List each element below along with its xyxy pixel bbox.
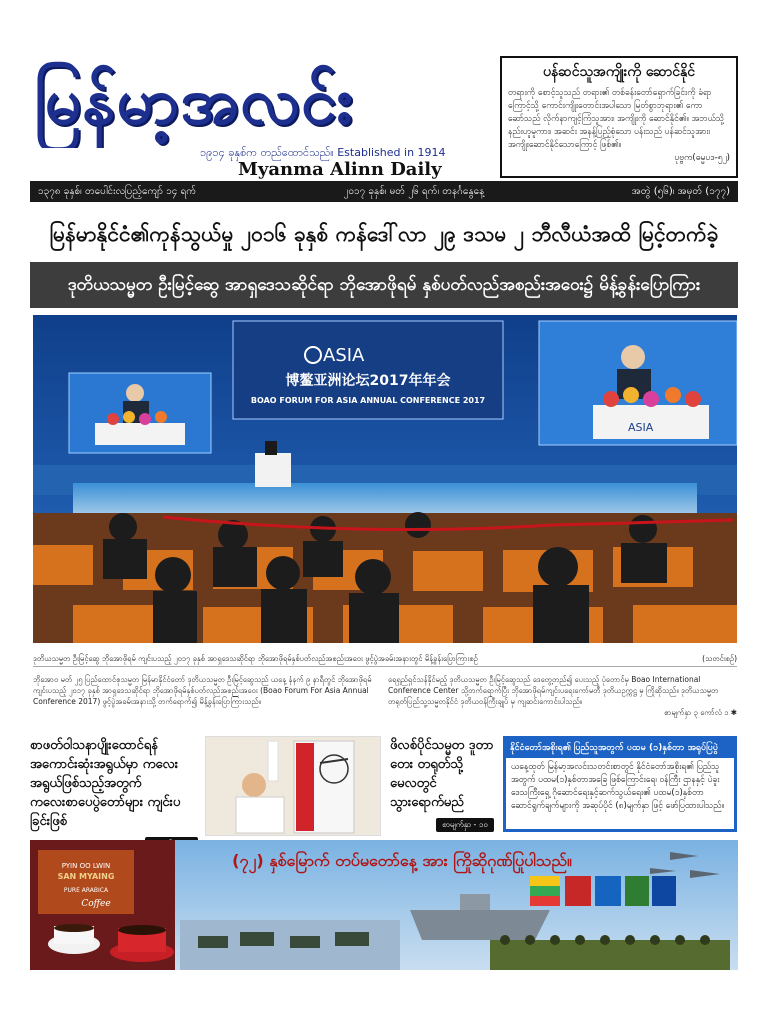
caption-text: ဒုတိယသမ္မတ ဦးမြင့်ဆွေ ဘိုအောဖိုရမ် ကျင်းပသည့် ၂၀၁၇ ခုနှစ် အာရှဒေသဆိုင်ရာ ဘိုအောဖိုရမ်နှစ်ပတ်လည်အစည်းအဝေး ဖွင့်ပွဲအခမ်းအနားတွင် မိန့်ခွန်းပြောကြားစဉ် — [33, 654, 478, 663]
motto-title: ပန်ဆင်သူအကျိုးကို ဆောင်နိုင် — [542, 64, 696, 80]
coffee-sub: PURE ARABICA — [63, 887, 109, 894]
coffee-word: Coffee — [81, 899, 111, 909]
motto-reference: ပုဗ္ဗက(ဓမ္မပဒ-၅၂) — [674, 153, 730, 163]
coffee-brand-line1: PYIN OO LWIN — [61, 862, 111, 870]
story-continued[interactable]: စာမျက်နှာ ၃ ကော်လံ ၁ ✱ — [664, 708, 737, 717]
dateline-gregorian-date: ၂၀၁၇ ခုနှစ်၊ မတ် ၂၆ ရက်၊ တနင်္ဂနွေနေ့ — [343, 186, 485, 197]
english-masthead: Myanma Alinn Daily — [238, 159, 442, 180]
screen-chinese-title: 博鳌亚洲论坛2017年年会 — [285, 373, 451, 389]
established-line: ၁၉၁၄ ခုနှစ်က တည်ထောင်သည်။ Established in 1914 — [200, 146, 446, 159]
teaser-title: စာဖတ်ဝါသနာပျိုးထောင်ရန် အကောင်းဆုံးအရွယ်မှာ ကလေးအရွယ်ဖြစ်သည့်အတွက် ကလေးစာပေပွဲတော်များ ကျင်းပခြင်းဖြစ် — [30, 738, 181, 829]
side-screen-brand: ASIA — [628, 421, 654, 434]
teaser-photo-child[interactable] — [205, 736, 381, 836]
lead-story-column-2 — [388, 674, 737, 730]
screen-brand: ASIA — [323, 345, 365, 366]
notice-text: ယနေ့ထုတ် မြန်မာ့အလင်းသတင်းစာတွင် နိုင်ငံတော်အစိုးရ၏ ပြည်သူအတွက် ပထမ(၁)နှစ်တာအခြေ ဖြစ်ကြောင်းရေ၊ ဝန်ကြီး ဌာနနှင့် ပဲခူးဒေသကြီးရှေ့ ဂိုဆောင်ရေးနှင့်ဆက်သွယ်ရေး၏ ပထမ(၁)နှစ်တာ ဆောင်ရွက်ချက်များကို အဆုပ်ပိုင် (၈)မျက်နှာ ဖြင့် ဖော်ပြထားပါသည်။ — [511, 762, 725, 811]
masthead-logo: မြန်မာ့အလင်း — [34, 64, 354, 139]
main-headline[interactable]: မြန်မာနိုင်ငံ၏ကုန်သွယ်မှု ၂၀၁၆ ခုနှစ် ကန်ဒေါ်လာ ၂၉ ဒသမ ၂ ဘီလီယံအထိ မြင့်တက်ခဲ့ — [49, 222, 719, 246]
page-tag: စာမျက်နှာ - ၁၀ — [436, 818, 494, 832]
dateline-myanmar-date: ၁၃၇၈ ခုနှစ်၊ တပေါင်းလပြည့်ကျော် ၁၄ ရက် — [38, 186, 197, 197]
conference-scene — [33, 315, 737, 643]
ad-title: (၇၂) နှစ်မြောက် တပ်မတော်နေ့ အား ကြိုဆိုဂုဏ်ပြုပါသည်။ — [232, 851, 572, 870]
screen-english-title: BOAO FORUM FOR ASIA ANNUAL CONFERENCE 2017 — [250, 396, 486, 405]
motto-text: တရားကို စောင့်သူသည် တရား၏ တစ်ခန်းတော်ရှောက်ခြင်းကို ခံရာကြောင့်သို့ ကောင်းကျိုးတောင်းအပါသော မြတ်စွာဘုရား၏ ကောဆော်သည် လိုက်နာကျင့်ကြံသူအား၊ အကျိုးကို ဆောင်နိုင်၏။ အဘယ်သို့ နည်းဟူမူကား၊ အဆင်း အနန့်ပြည့်စုံသော ပန်းသည် ပန်ဆင်သူအား၊ အကျိုးဆောင်နိုင်သောကြောင့် ဖြစ်၏။ — [508, 88, 725, 150]
coffee-brand-line2: SAN MYAING — [57, 872, 115, 881]
lead-story-col2-text: ရေရှည်ရှင်သန်နိုင်မည့် ဒုတိယသမ္မတ ဦးမြင့်ဆွေသည် ဒေတွေ့တည်၍ ပေးသည့် ပုံတောင်မှ Boao International Conference Center သို့တက်ရောက်ပြီး ဘိုအောဖိုရမ်ကျင်းပရေးကော်မတီ ဒုတိယဥက္ကဋ္ဌ မှ ကြိုဆိုသည်။ ဒုတိယသမ္မတ တရုတ်ပြည်သူ့သမ္မတနိုင်ငံ ဒုတိယဝန်ကြီးချုပ် မှ ကျဆင်းကောင်းပါသည်။ — [388, 675, 719, 706]
notice-title: နိုင်ငံတော်အစိုးရ၏ ပြည်သူအတွက် ပထမ (၁)နှစ်တာ အရုပ်ပြပွဲ — [506, 739, 734, 758]
lead-photo[interactable] — [33, 315, 737, 643]
photo-caption — [33, 651, 737, 667]
notice-box[interactable] — [503, 736, 737, 832]
dateline-bar — [30, 181, 738, 202]
child-drawing-photo — [206, 737, 381, 836]
sub-headline[interactable]: ဒုတိယသမ္မတ ဦးမြင့်ဆွေ အာရှဒေသဆိုင်ရာ ဘိုအောဖိုရမ် နှစ်ပတ်လည်အစည်းအဝေး၌ မိန့်ခွန်းပြောကြား — [30, 262, 738, 308]
dateline-issue: အတွဲ (၅၆)၊ အမှတ် (၁၇၇) — [631, 186, 730, 197]
teaser-philippines[interactable] — [390, 736, 494, 836]
motto-box — [500, 56, 738, 178]
lead-story-column-1: ဘိုအောဝ မတ် ၂၅ ပြည်ထောင်စုသမ္မတ မြန်မာနိုင်ငံတော် ဒုတိယသမ္မတ ဦးမြင့်ဆွေသည် ယနေ့ နံနက် ၉ နာရီတွင် ဘိုအောဖိုရမ် ကျင်းပသည့် ၂၀၁၇ ခုနှစ် အာရှဒေသဆိုင်ရာ ဘိုအောဖိုရမ်နှစ်ပတ်လည်အစည်းအဝေး (Boao Forum For Asia Annual Conference 2017) ဖွင့်ပွဲအခမ်းအနားသို့ တက်ရောက်၍ မိန့်ခွန်းပြောကြားသည်။ — [33, 675, 372, 706]
teaser-title: ဖိလစ်ပိုင်သမ္မတ ဒူတာတေး တရုတ်သို့ မေလတွင် သွားရောက်မည် — [390, 738, 494, 810]
teaser-literature-festival[interactable] — [30, 736, 198, 836]
caption-credit: (သတင်းစဉ်) — [702, 654, 737, 663]
